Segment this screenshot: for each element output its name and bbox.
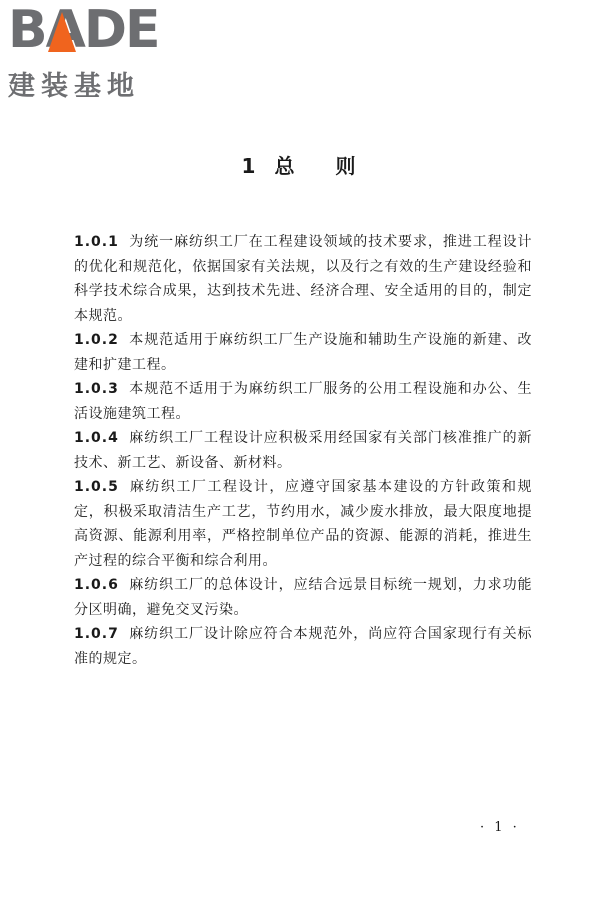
clause-id: 1.0.5 — [74, 479, 119, 495]
chapter-number: 1 — [241, 154, 259, 178]
chapter-title-part-1: 总 — [274, 154, 298, 178]
clause-id: 1.0.6 — [74, 577, 119, 593]
clause-text: 本规范适用于麻纺织工厂生产设施和辅助生产设施的新建、改建和扩建工程。 — [74, 332, 532, 373]
chapter-title — [0, 150, 600, 179]
clause — [74, 230, 532, 328]
logo-subtitle: 建装基地 — [8, 71, 140, 102]
clause-id: 1.0.2 — [74, 332, 119, 348]
clause — [74, 377, 532, 426]
clause-text: 本规范不适用于为麻纺织工厂服务的公用工程设施和办公、生活设施建筑工程。 — [74, 381, 532, 422]
clause-text: 麻纺织工厂设计除应符合本规范外，尚应符合国家现行有关标准的规定。 — [74, 626, 532, 667]
clause-text: 麻纺织工厂工程设计，应遵守国家基本建设的方针政策和规定，积极采取清洁生产工艺，节约用水，减少废水排放，最大限度地提高资源、能源利用率，严格控制单位产品的资源、能源的消耗，推进生产过程的综合平衡和综合利用。 — [74, 479, 532, 569]
logo-brand-text: BADE — [8, 0, 159, 60]
clause-text: 麻纺织工厂的总体设计，应结合远景目标统一规划，力求功能分区明确，避免交叉污染。 — [74, 577, 532, 618]
bade-logo — [8, 0, 178, 103]
clause — [74, 622, 532, 671]
clause — [74, 475, 532, 573]
clause-id: 1.0.3 — [74, 381, 119, 397]
logo-triangle-icon — [48, 12, 76, 52]
clause-id: 1.0.1 — [74, 234, 119, 250]
clause — [74, 573, 532, 622]
clause-list — [74, 230, 532, 671]
page-number: · 1 · — [480, 820, 520, 835]
clause-id: 1.0.4 — [74, 430, 119, 446]
clause — [74, 426, 532, 475]
clause-id: 1.0.7 — [74, 626, 119, 642]
clause — [74, 328, 532, 377]
clause-text: 麻纺织工厂工程设计应积极采用经国家有关部门核准推广的新技术、新工艺、新设备、新材料。 — [74, 430, 532, 471]
clause-text: 为统一麻纺织工厂在工程建设领域的技术要求，推进工程设计的优化和规范化，依据国家有关法规，以及行之有效的生产建设经验和科学技术综合成果，达到技术先进、经济合理、安全适用的目的，制定本规范。 — [74, 234, 532, 324]
chapter-title-part-2: 则 — [335, 154, 359, 178]
